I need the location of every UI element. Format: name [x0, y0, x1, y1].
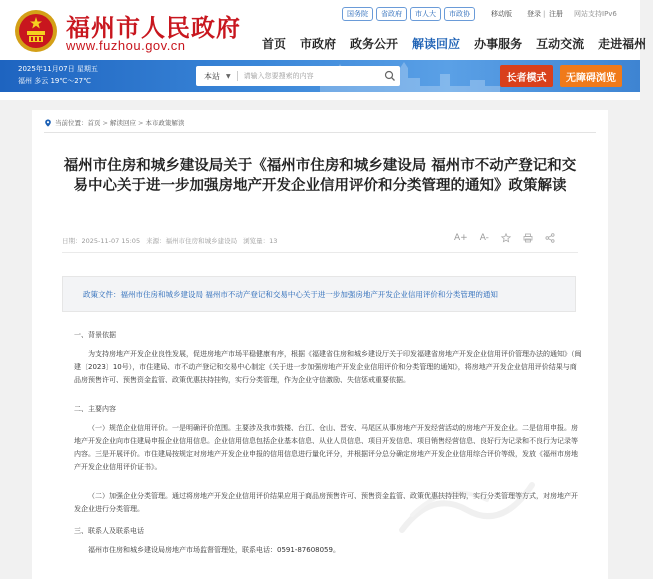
- breadcrumb: [44, 118, 184, 127]
- nav-home[interactable]: 首页: [262, 37, 287, 51]
- site-name[interactable]: 福州市人民政府: [66, 13, 241, 42]
- search-scope-select[interactable]: 本站: [204, 71, 220, 81]
- share-icon[interactable]: [545, 233, 555, 243]
- policy-document-box: [62, 276, 576, 312]
- breadcrumb-separator: >: [137, 118, 144, 127]
- search-divider: [237, 71, 238, 81]
- caret-down-icon[interactable]: ▼: [226, 72, 231, 80]
- nav-interpretation[interactable]: 解读回应: [412, 37, 461, 51]
- divider: [44, 132, 596, 133]
- quick-link-cppcc[interactable]: 市政协: [444, 7, 475, 21]
- print-icon[interactable]: [523, 233, 533, 243]
- main-nav: [255, 36, 653, 52]
- barrier-free-button[interactable]: 无障碍浏览: [560, 65, 622, 87]
- policy-label: 政策文件：: [83, 289, 121, 299]
- nav-interaction[interactable]: 互动交流: [536, 37, 585, 51]
- elder-mode-button[interactable]: 长者模式: [500, 65, 553, 87]
- nav-services[interactable]: 办事服务: [474, 37, 523, 51]
- quick-link-npc[interactable]: 市人大: [410, 7, 441, 21]
- location-pin-icon: [44, 119, 52, 127]
- article-source: 来源：福州市住房和城乡建设局: [146, 237, 238, 245]
- breadcrumb-interpretation[interactable]: 解读回应: [109, 119, 136, 127]
- view-count: 浏览量：13: [243, 237, 278, 245]
- ipv6-badge: 网站支持IPv6: [574, 10, 617, 18]
- login-link[interactable]: 登录: [527, 10, 541, 18]
- article-meta: [62, 236, 277, 245]
- section-heading: 三、联系人及联系电话: [74, 527, 144, 535]
- weather-info: 福州 多云 19℃～27℃: [18, 77, 91, 85]
- nav-about-fuzhou[interactable]: 走进福州: [598, 37, 647, 51]
- divider: [62, 252, 578, 253]
- search-box: [196, 66, 400, 86]
- article-tools: [454, 232, 555, 244]
- breadcrumb-home[interactable]: 首页: [87, 119, 101, 127]
- search-banner: [0, 60, 640, 92]
- section-heading: 一、背景依据: [74, 331, 116, 339]
- site-url: www.fuzhou.gov.cn: [66, 38, 186, 53]
- search-input[interactable]: [244, 72, 384, 80]
- paragraph: （二）加强企业分类管理。通过将房地产开发企业信用评价结果应用于商品房预售许可、预售资金监管、政策优惠扶持挂钩，实行分类管理等方式，对房地产开发企业进行分类管理。: [74, 492, 578, 513]
- article-panel: [32, 110, 608, 579]
- register-link[interactable]: 注册: [549, 10, 563, 18]
- nav-city-government[interactable]: 市政府: [300, 37, 337, 51]
- watermark-decoration: [392, 470, 542, 540]
- current-date: 2025年11月07日 星期五: [18, 65, 98, 73]
- nav-open-government[interactable]: 政务公开: [350, 37, 399, 51]
- quick-link-province[interactable]: 省政府: [376, 7, 407, 21]
- paragraph: 福州市住房和城乡建设局房地产市场监督管理处，联系电话：0591-87608059。: [88, 546, 340, 554]
- article-title: 福州市住房和城乡建设局关于《福州市住房和城乡建设局 福州市不动产登记和交易中心关于进一步加强房地产开发企业信用评价和分类管理的通知》政策解读: [63, 158, 577, 194]
- national-emblem-icon: [14, 9, 58, 53]
- breadcrumb-separator: >: [102, 118, 108, 127]
- paragraph: （一）规范企业信用评价。一是明确评价范围。主要涉及我市鼓楼、台江、仓山、晋安、马尾区从事房地产开发经营活动的房地产开发企业。二是信用申报。房地产开发企业向市住建局申报企业信用信息。企业信用信息包括企业基本信息、从业人员信息、项目开发信息、项目销售经营信息、良好行为记录和不良行为记录等内容。三是开展评价。市住建局按规定对房地产开发企业申报的信用信息进行量化评分，并根据评分总分确定房地产开发企业信用综合评价等级，发放《福州市房地产开发企业信用评价证书》。: [74, 424, 578, 471]
- font-increase-button[interactable]: A+: [454, 233, 468, 243]
- quick-links: [342, 7, 475, 21]
- mobile-link[interactable]: 移动版: [491, 10, 512, 18]
- policy-document-link[interactable]: 福州市住房和城乡建设局 福州市不动产登记和交易中心关于进一步加强房地产开发企业信用评价和分类管理的通知: [120, 289, 498, 299]
- quick-link-state-council[interactable]: 国务院: [342, 7, 373, 21]
- paragraph: 为支持房地产开发企业良性发展，促进房地产市场平稳健康有序，根据《福建省住房和城乡建设厅关于印发福建省房地产开发企业信用评价管理办法的通知》（闽建〔2023〕10号），市住建局、市不动产登记和交易中心制定《关于进一步加强房地产开发企业信用评价和分类管理的通知》，将房地产开发企业信用评价结果与商品房预售许可、预售资金监管、政策优惠扶持挂钩，实行分类管理，作为企业守信激励、失信惩戒重要依据。: [74, 350, 582, 384]
- publish-date: 日期：2025-11-07 15:05: [62, 237, 141, 245]
- breadcrumb-label: 当前位置：: [55, 119, 88, 127]
- section-heading: 二、主要内容: [74, 405, 116, 413]
- favorite-star-icon[interactable]: [501, 233, 511, 243]
- util-separator: |: [543, 10, 546, 18]
- search-icon[interactable]: [384, 70, 396, 82]
- font-decrease-button[interactable]: A-: [479, 233, 489, 243]
- breadcrumb-local-policy[interactable]: 本市政策解读: [145, 119, 185, 127]
